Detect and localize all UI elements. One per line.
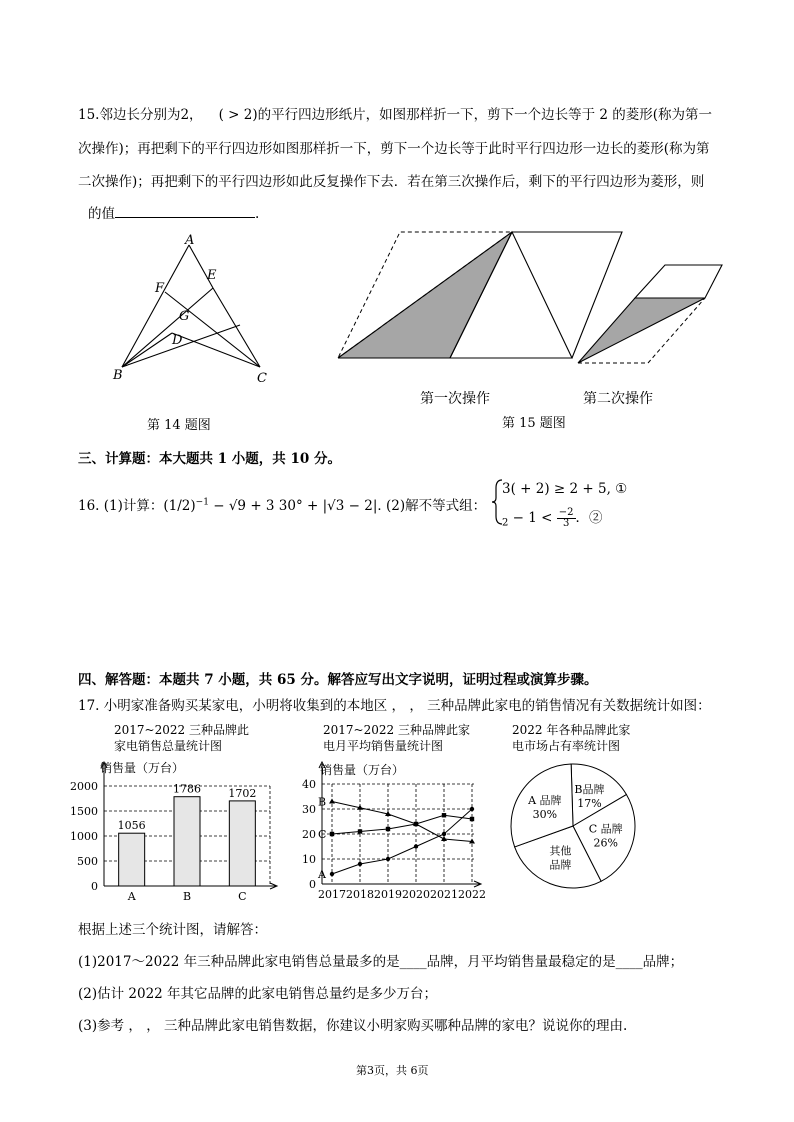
q16-ineq1: 3( + 2) ≥ 2 + 5, ① <box>502 481 628 497</box>
q16-ineq2-fraction <box>557 508 576 529</box>
pie-chart <box>505 758 645 898</box>
q16-ineq2-den2: 3 <box>562 518 570 529</box>
chart2-xtick: 2017 <box>318 888 346 901</box>
bar-chart <box>66 758 286 908</box>
label-B: B <box>113 368 123 383</box>
figure-14-caption: 第 14 题图 <box>147 418 211 433</box>
figure-15-caption: 第 15 题图 <box>502 416 566 431</box>
chart2-xtick: 2020 <box>402 888 430 901</box>
label-C: C <box>257 371 267 386</box>
chart2-point-A <box>358 862 362 866</box>
chart2-point-A <box>386 857 390 861</box>
chart1-xtick-C: C <box>238 890 247 903</box>
q15-line2: 次操作)；再把剩下的平行四边形如图那样折一下，剪下一个边长等于此时平行四边形一边长的菱形(称为第 <box>78 141 710 157</box>
q16-ineq2-tail: ．② <box>575 510 603 526</box>
q16-ineq2-num: −2 <box>558 507 574 518</box>
chart2-xtick: 2022 <box>458 888 486 901</box>
pie-percent: 26% <box>593 836 618 850</box>
chart1-ytick: 2000 <box>70 780 98 793</box>
chart2-point-A <box>442 832 446 836</box>
chart1-bar-C <box>229 801 255 886</box>
figure-15 <box>330 225 730 365</box>
chart2-ytick: 40 <box>302 778 316 791</box>
chart2-line-B <box>332 802 472 842</box>
pie-label: C 品牌 <box>588 822 623 836</box>
chart1-bar-value-A: 1056 <box>117 819 146 833</box>
section-3-title: 三、计算题：本大题共 1 小题，共 10 分。 <box>78 451 341 467</box>
figure-14 <box>100 230 290 390</box>
q16-ineq2-den: 2 <box>502 517 509 529</box>
label-D: D <box>172 333 183 348</box>
chart2-title-text: 2017~2022 三种品牌此家 电月平均销售量统计图 <box>323 723 470 753</box>
label-E: E <box>207 268 217 283</box>
chart2-point-A <box>330 872 334 876</box>
chart2-point-C <box>358 829 362 833</box>
chart2-xtick: 2018 <box>346 888 374 901</box>
chart2-ytick: 0 <box>309 878 316 891</box>
pie-label: 其他 <box>549 844 572 858</box>
chart1-bar-value-C: 1702 <box>228 786 257 800</box>
q15-line4-a: 的值 <box>88 206 115 222</box>
pie-label: A 品牌 <box>528 793 562 807</box>
chart3-title <box>512 722 630 754</box>
chart2-ytick: 20 <box>302 828 316 841</box>
chart2-point-A <box>470 807 474 811</box>
q17-s1: (1)2017～2022 年三种品牌此家电销售总量最多的是____品牌，月平均销售量最稳定的是____品牌； <box>78 954 684 970</box>
chart2-xtick: 2019 <box>374 888 402 901</box>
chart1-bar-B <box>174 797 200 886</box>
chart3-title-text: 2022 年各种品牌此家 电市场占有率统计图 <box>512 723 631 753</box>
chart2-point-C <box>470 817 474 821</box>
answer-blank-q15[interactable] <box>115 217 255 218</box>
chart2-series-label-C: C <box>318 828 327 841</box>
q17-s3: (3)参考 ， ， 三种品牌此家电销售数据，你建议小明家购买哪种品牌的家电？说说你的理由. <box>78 1018 628 1034</box>
chart1-xtick-B: B <box>182 890 192 903</box>
label-F: F <box>155 281 165 296</box>
label-G: G <box>179 309 190 324</box>
chart1-xtick-A: A <box>127 890 136 903</box>
q15-line4-b: . <box>255 206 260 222</box>
chart2-point-C <box>330 832 334 836</box>
chart2-point-A <box>414 844 418 848</box>
chart2-point-C <box>386 827 390 831</box>
chart1-title <box>114 722 249 754</box>
chart1-ytick: 0 <box>91 880 98 893</box>
line-chart <box>290 758 500 908</box>
pie-percent: 17% <box>577 797 602 811</box>
q16-part2-prefix: (2)解不等式组： <box>386 498 487 514</box>
chart1-title-text: 2017~2022 三种品牌此 家电销售总量统计图 <box>114 723 249 753</box>
q17-intro: 17. 小明家准备购买某家电，小明将收集到的本地区 ， ， 三种品牌此家电的销售情况有关数据统计如图： <box>78 698 711 714</box>
figure-15-op2-label: 第二次操作 <box>583 391 653 407</box>
page-footer: 第3页，共 6页 <box>356 1064 429 1077</box>
chart1-ytick: 1000 <box>70 830 98 843</box>
pie-label: B品牌 <box>574 783 605 797</box>
chart2-series-label-B: B <box>318 795 327 809</box>
chart1-ytick: 500 <box>77 855 98 868</box>
chart2-xtick: 2021 <box>430 888 458 901</box>
chart2-point-B <box>441 836 447 841</box>
label-A: A <box>185 233 195 248</box>
chart2-series-label-A: A <box>318 868 326 881</box>
chart2-line-C <box>332 815 472 834</box>
q16-p1-frac: (1/2) <box>163 498 196 514</box>
q15-line4 <box>78 202 259 222</box>
q16-p1-exp: −1 <box>195 497 209 508</box>
section-4-title: 四、解答题：本题共 7 小题，共 65 分。解答应写出文字说明，证明过程或演算步骤。 <box>78 672 598 688</box>
q16-p1-rest: − √9 + 3 30° + |√3 − 2|． <box>208 498 391 514</box>
pie-label: 品牌 <box>549 858 572 872</box>
chart2-ytick: 10 <box>302 853 316 866</box>
q16-p1-prefix: 16. (1)计算： <box>78 498 164 514</box>
q15-line3: 二次操作)；再把剩下的平行四边形如此反复操作下去．若在第三次操作后，剩下的平行四边形为菱形，则 <box>78 174 705 190</box>
q16-ineq2 <box>502 506 603 529</box>
pie-percent: 30% <box>532 807 558 821</box>
q17-s2: (2)估计 2022 年其它品牌的此家电销售总量约是多少万台； <box>78 986 438 1002</box>
chart1-bar-value-B: 1786 <box>173 782 201 796</box>
q15-line1-b: ( > 2)的平行四边形纸片，如图那样折一下，剪下一个边长等于 2 的菱形(称为第一 <box>218 107 713 123</box>
q16-ineq2-mid: − 1 < <box>508 510 557 526</box>
q16-part1 <box>78 494 391 514</box>
q17-after: 根据上述三个统计图，请解答： <box>78 922 267 938</box>
q15-line1-a: 15.邻边长分别为2， <box>78 107 203 123</box>
chart2-point-B <box>329 799 335 804</box>
q15-line1 <box>78 103 712 123</box>
chart1-ytick: 1500 <box>70 805 98 818</box>
chart2-point-C <box>414 822 418 826</box>
figure-15-op1-label: 第一次操作 <box>420 391 490 407</box>
chart2-ytick: 30 <box>302 803 316 816</box>
chart2-ylabel: 销售量（万台） <box>320 763 405 777</box>
chart2-title <box>323 722 470 754</box>
chart1-bar-A <box>119 833 145 886</box>
chart1-ylabel: 销售量（万台） <box>100 761 185 775</box>
chart2-point-C <box>442 813 446 817</box>
